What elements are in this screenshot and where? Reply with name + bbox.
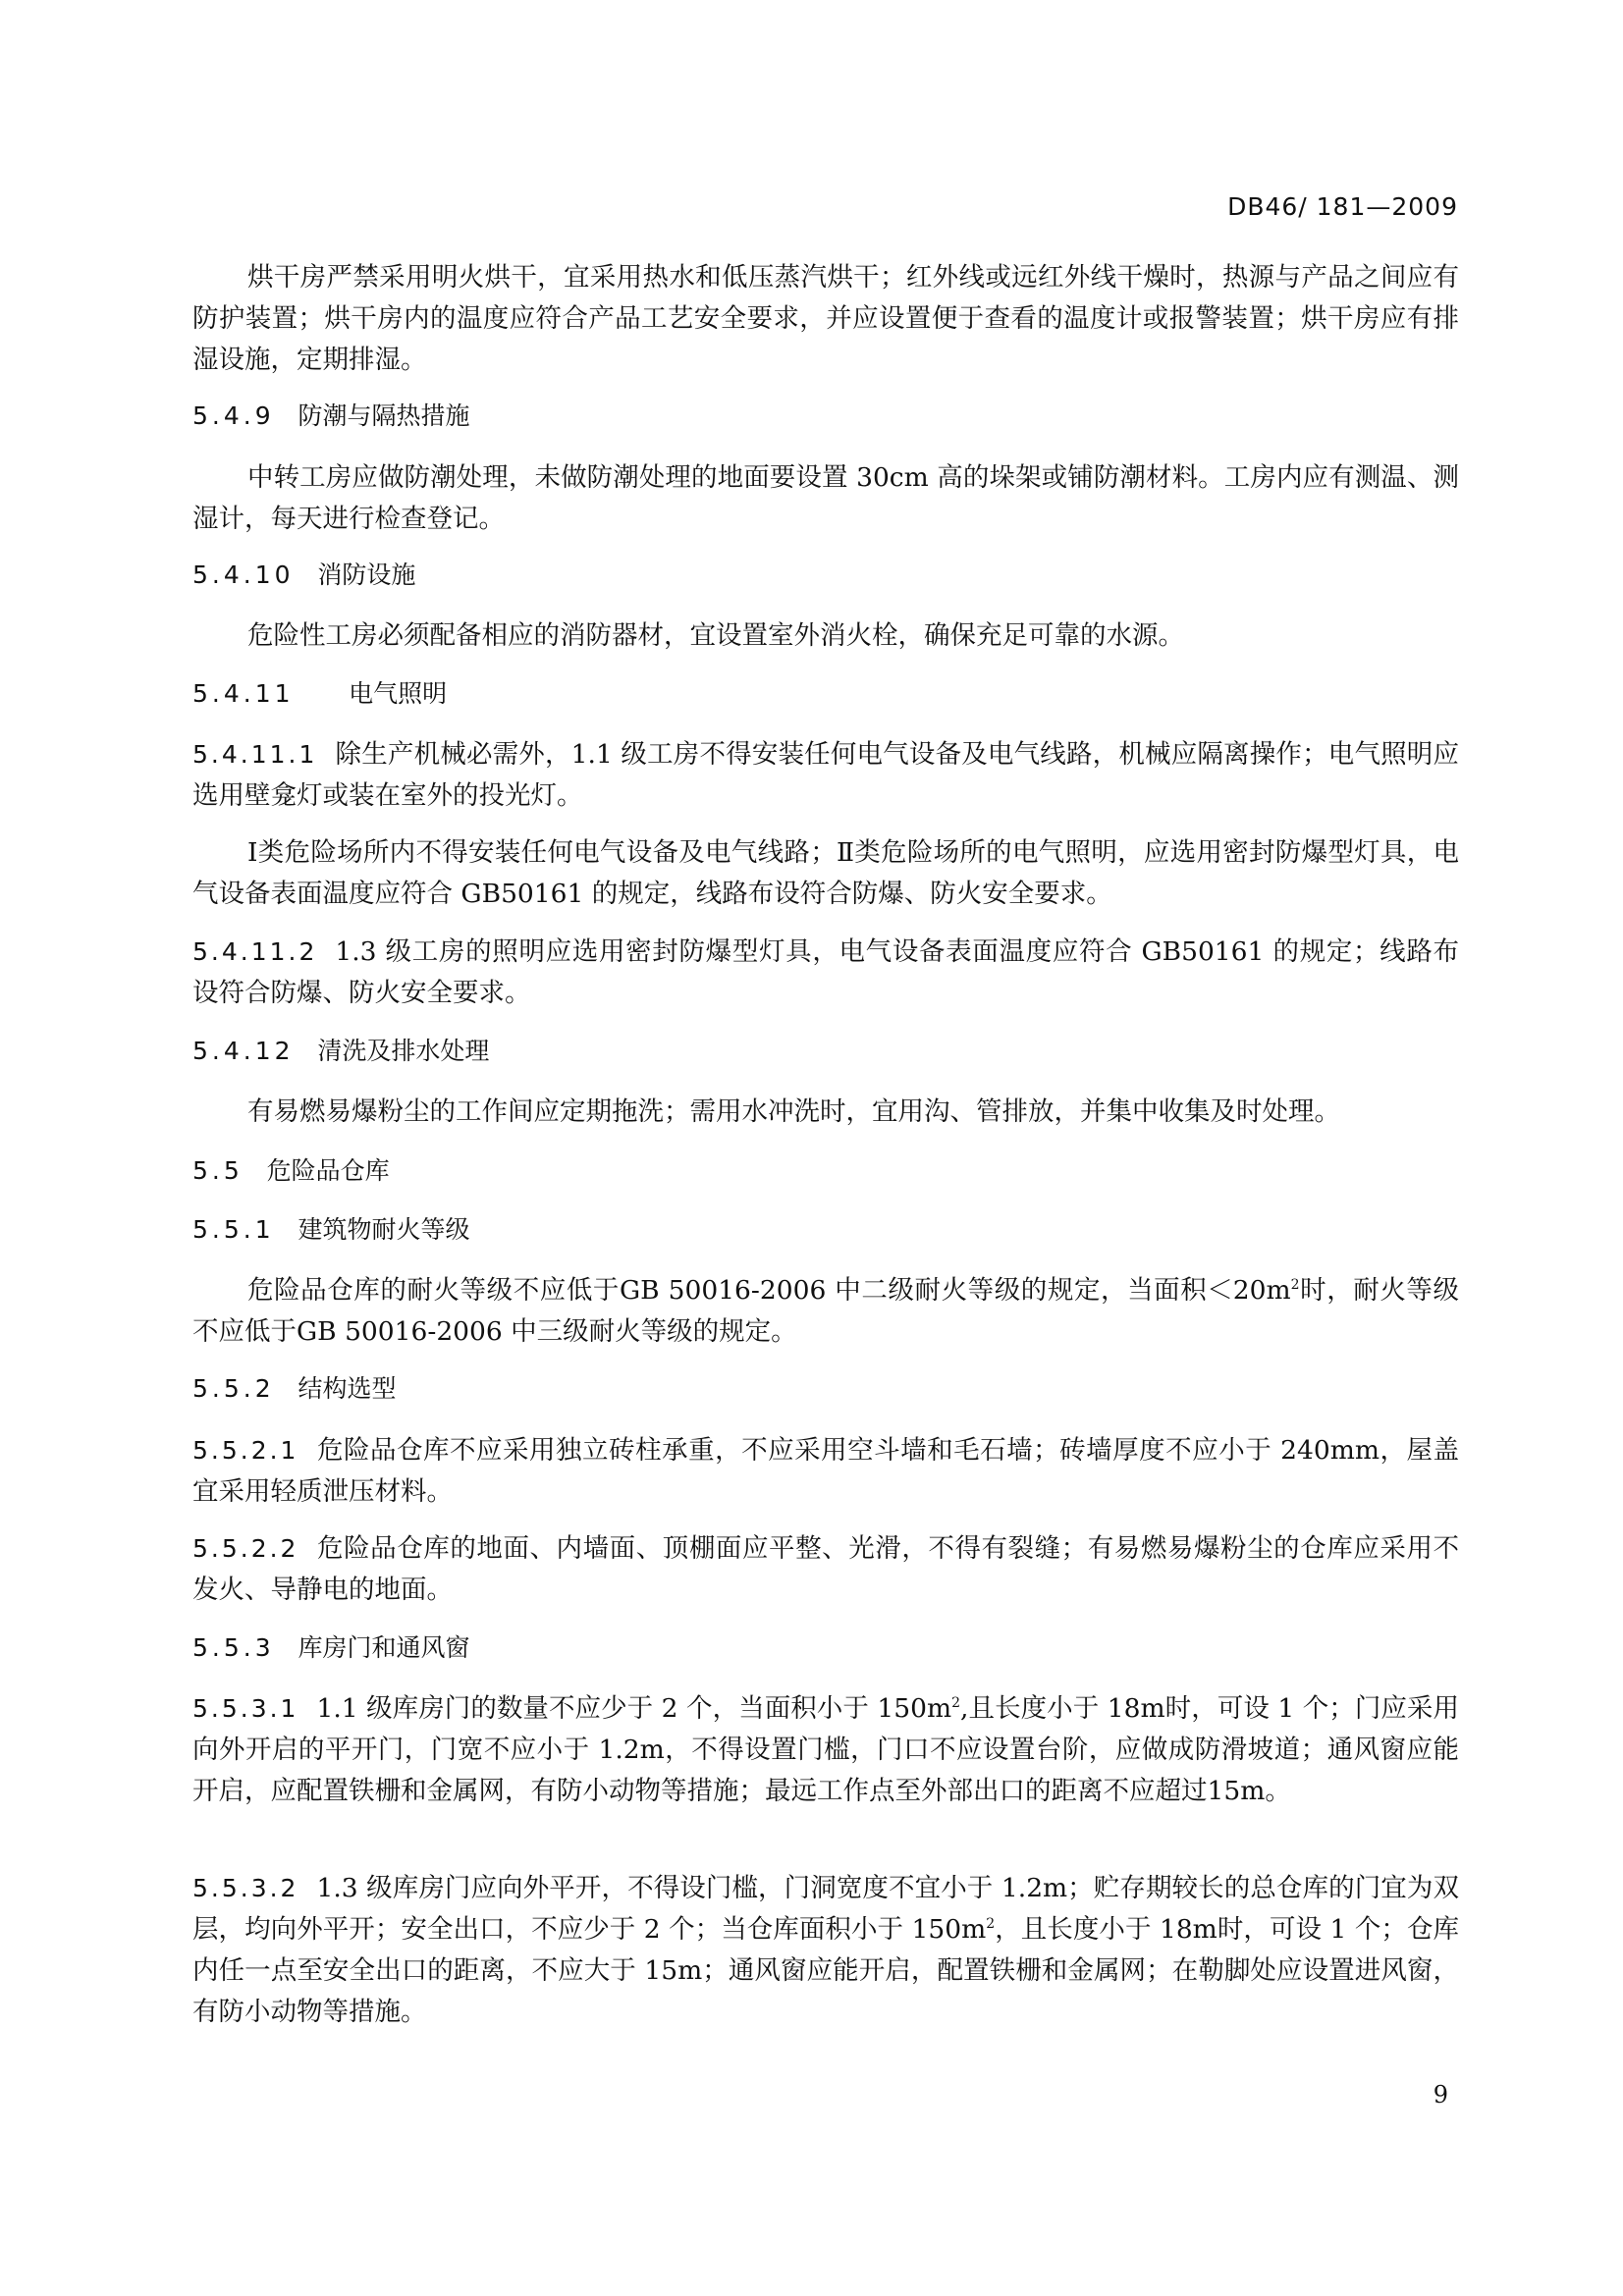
paragraph-fire-facilities [192,615,1459,657]
paragraph-hazard-zones [192,832,1459,915]
clause-5-5-3-1 [192,1688,1459,1812]
page-number: 9 [1433,2081,1448,2109]
clause-text: 1.1 级库房门的数量不应少于 2 个，当面积小于 150m [316,1693,952,1724]
clause-text: 危险品仓库不应采用独立砖柱承重，不应采用空斗墙和毛石墙；砖墙厚度不应小于 240mm，屋盖宜采用轻质泄压材料。 [192,1435,1459,1507]
section-title: 库房门和通风窗 [298,1633,470,1662]
clause-text: 除生产机械必需外，1.1 级工房不得安装任何电气设备及电气线路，机械应隔离操作；电气照明应选用壁龛灯或装在室外的投光灯。 [192,739,1459,811]
paragraph-text: Ⅰ类危险场所内不得安装任何电气设备及电气线路；Ⅱ类危险场所的电气照明，应选用密封防爆型灯具，电气设备表面温度应符合 GB50161 的规定，线路布设符合防爆、防火安全要求。 [192,837,1459,909]
section-number: 5.4.10 [192,561,295,589]
section-title: 结构选型 [298,1374,397,1403]
clause-text: 危险品仓库的地面、内墙面、顶棚面应平整、光滑，不得有裂缝；有易燃易爆粉尘的仓库应采用不发火、导静电的地面。 [192,1533,1459,1605]
section-number: 5.4.9 [192,401,275,430]
clause-text: ，且长度小于 18m时，可设 1 个；仓库内任一点至安全出口的距离，不应大于 15m；通风窗应能开启，配置铁栅和金属网；在勒脚处应设置进风窗，有防小动物等措施。 [192,1914,1459,2027]
paragraph-fire-rating [192,1270,1459,1353]
section-title: 清洗及排水处理 [317,1037,490,1065]
section-heading-5-5-1 [192,1209,1459,1251]
paragraph-cleaning [192,1092,1459,1133]
clause-5-4-11-2 [192,932,1459,1014]
paragraph-text [192,1270,1459,1353]
clause-number: 5.4.11.1 [192,740,318,769]
clause-text: ,且长度小于 18m时，可设 1 个；门应采用向外开启的平开门，门宽不应小于 1.2m，不得设置门槛，门口不应设置台阶，应做成防滑坡道；通风窗应能开启，应配置铁栅和金属网，有防小动物等措施；最远工作点至外部出口的距离不应超过15m。 [192,1693,1459,1806]
section-number: 5.5.1 [192,1215,275,1244]
section-title: 电气照明 [349,679,448,708]
clause-text: 1.3 级库房门应向外平开，不得设门槛，门洞宽度不宜小于 1.2m；贮存期较长的总仓库的门宜为双层，均向外平开；安全出口，不应少于 2 个；当仓库面积小于 150m [192,1873,1459,1945]
clause-number: 5.5.3.2 [192,1874,299,1902]
clause-5-4-11-1 [192,734,1459,817]
section-title: 建筑物耐火等级 [298,1215,470,1244]
section-title: 消防设施 [317,561,416,589]
text-fragment: 危险品仓库的耐火等级不应低于GB 50016-2006 中二级耐火等级的规定，当面积＜20m [247,1275,1291,1306]
clause-5-5-3-2 [192,1868,1459,2033]
section-number: 5.5.3 [192,1633,275,1662]
paragraph-moisture [192,457,1459,540]
section-number: 5.5.2 [192,1374,275,1403]
section-number: 5.5 [192,1156,243,1185]
paragraph-text: 烘干房严禁采用明火烘干，宜采用热水和低压蒸汽烘干；红外线或远红外线干燥时，热源与产品之间应有防护装置；烘干房内的温度应符合产品工艺安全要求，并应设置便于查看的温度计或报警装置；烘干房应有排湿设施，定期排湿。 [192,262,1459,375]
paragraph-drying-room [192,257,1459,381]
superscript: 2 [951,1695,961,1712]
section-number: 5.4.12 [192,1037,295,1065]
paragraph-text: 有易燃易爆粉尘的工作间应定期拖洗；需用水冲洗时，宜用沟、管排放，并集中收集及时处理。 [247,1096,1340,1127]
section-number: 5.4.11 [192,679,295,708]
superscript: 2 [986,1916,996,1933]
superscript: 2 [1290,1277,1300,1294]
section-heading-5-4-12 [192,1031,1459,1072]
section-heading-5-4-9 [192,396,1459,437]
section-title: 危险品仓库 [266,1156,390,1185]
section-heading-5-5-2 [192,1368,1459,1410]
section-title: 防潮与隔热措施 [298,401,470,430]
clause-number: 5.5.2.2 [192,1534,299,1563]
document-code: DB46/ 181—2009 [1227,192,1458,221]
text-fragment: 时，耐火等级不应低于GB 50016-2006 中三级耐火等级的规定。 [192,1275,1459,1347]
clause-number: 5.4.11.2 [192,937,318,966]
paragraph-text: 危险性工房必须配备相应的消防器材，宜设置室外消火栓，确保充足可靠的水源。 [247,620,1184,651]
clause-5-5-2-2 [192,1528,1459,1611]
clause-5-5-2-1 [192,1430,1459,1513]
section-heading-5-5-3 [192,1628,1459,1669]
section-heading-5-4-10 [192,555,1459,596]
section-heading-5-5 [192,1150,1459,1192]
section-heading-5-4-11 [192,673,1459,715]
clause-number: 5.5.3.1 [192,1694,299,1723]
paragraph-text: 中转工房应做防潮处理，未做防潮处理的地面要设置 30cm 高的垛架或铺防潮材料。工房内应有测温、测湿计，每天进行检查登记。 [192,462,1459,534]
clause-text: 1.3 级工房的照明应选用密封防爆型灯具，电气设备表面温度应符合 GB50161 的规定；线路布设符合防爆、防火安全要求。 [192,936,1459,1008]
clause-number: 5.5.2.1 [192,1436,299,1465]
